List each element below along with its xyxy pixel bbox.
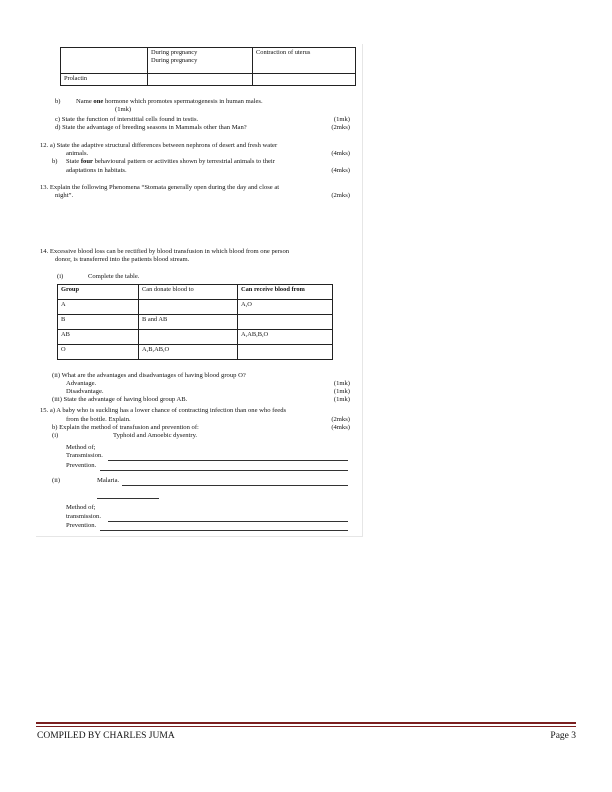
answer-line[interactable] bbox=[97, 498, 159, 499]
table-cell[interactable]: A bbox=[58, 300, 139, 315]
table-header-cell: Can receive blood from bbox=[238, 285, 333, 300]
q15-transmission-1: Transmission. bbox=[66, 452, 103, 459]
answer-line[interactable] bbox=[122, 485, 348, 486]
q15-b-marks: (4mks) bbox=[331, 424, 350, 431]
q12-a-line2: animals. bbox=[66, 150, 89, 157]
table-cell: Contraction of uterus bbox=[253, 48, 356, 74]
q12-b-pre: State bbox=[66, 158, 81, 165]
q11-d-marks: (2mks) bbox=[331, 124, 350, 131]
table-cell bbox=[253, 74, 356, 86]
table-cell[interactable]: B and AB bbox=[139, 315, 238, 330]
q14-iii-marks: (1mk) bbox=[333, 396, 350, 403]
q11-b-bold: one bbox=[93, 98, 104, 105]
q12-a-line1: 12. a) State the adaptive structural differences between nephrons of desert and fresh water bbox=[40, 142, 278, 149]
table-cell[interactable] bbox=[238, 345, 333, 360]
table-cell[interactable]: O bbox=[58, 345, 139, 360]
table-cell: Prolactin bbox=[61, 74, 148, 86]
q14-i-text: Complete the table. bbox=[88, 273, 140, 280]
q15-ii-number: (ii) bbox=[52, 477, 61, 484]
answer-line[interactable] bbox=[100, 470, 348, 471]
q12-b-text bbox=[66, 158, 275, 166]
q14-iii-text: (iii) State the advantage of having blood group AB. bbox=[52, 396, 188, 403]
table-row bbox=[58, 345, 333, 360]
answer-line[interactable] bbox=[108, 460, 348, 461]
q15-a-line1: 15. a) A baby who is suckling has a lower chance of contracting infection than one who feeds bbox=[40, 407, 287, 414]
q14-advantage: Advantage. bbox=[66, 380, 97, 387]
footer-rule bbox=[36, 722, 576, 724]
table-cell[interactable]: B bbox=[58, 315, 139, 330]
table-row bbox=[58, 330, 333, 345]
q14-line1: 14. Excessive blood loss can be rectified by blood transfusion in which blood from one person bbox=[40, 248, 290, 255]
q14-disadvantage-marks: (1mk) bbox=[333, 388, 350, 395]
table-row bbox=[58, 315, 333, 330]
q15-i-number: (i) bbox=[52, 432, 59, 439]
table-header-cell: Can donate blood to bbox=[139, 285, 238, 300]
q12-a-marks: (4mks) bbox=[331, 150, 350, 157]
table-row bbox=[58, 300, 333, 315]
q15-a-line2: from the bottle. Explain. bbox=[66, 416, 131, 423]
q15-a-marks: (2mks) bbox=[331, 416, 350, 423]
q13-line1: 13. Explain the following Phenomena “Stomata generally open during the day and close at bbox=[40, 184, 280, 191]
table-cell bbox=[148, 74, 253, 86]
q11-c-marks: (1mk) bbox=[333, 116, 350, 123]
q13-marks: (2mks) bbox=[331, 192, 350, 199]
q15-ii-text: Malaria. bbox=[97, 477, 120, 484]
table-cell[interactable]: AB bbox=[58, 330, 139, 345]
table-cell[interactable]: A,AB,B,O bbox=[238, 330, 333, 345]
q11-b-post: hormone which promotes spermatogenesis in human males. bbox=[103, 98, 263, 105]
table-cell[interactable]: A,B,AB,O bbox=[139, 345, 238, 360]
q11-b-number: b) bbox=[55, 98, 61, 105]
q12-b-line2: adaptations in habitats. bbox=[66, 167, 127, 174]
answer-line[interactable] bbox=[100, 530, 348, 531]
table-cell: During pregnancy During pregnancy bbox=[148, 48, 253, 74]
table-header-cell: Group bbox=[58, 285, 139, 300]
q15-prevention-2: Prevention. bbox=[66, 522, 97, 529]
q15-method-of-2: Method of; bbox=[66, 504, 96, 511]
q11-c-text: c) State the function of interstitial cells found in testis. bbox=[55, 116, 199, 123]
hormone-table bbox=[60, 47, 356, 86]
q15-i-text: Typhoid and Amoebic dysentry. bbox=[113, 432, 198, 439]
q11-d-text: d) State the advantage of breeding seasons in Mammals other than Man? bbox=[55, 124, 247, 131]
footer-rule-thin bbox=[36, 726, 576, 727]
table-cell[interactable] bbox=[139, 300, 238, 315]
q13-line2: night”. bbox=[55, 192, 74, 199]
table-row bbox=[61, 74, 356, 86]
table-cell[interactable] bbox=[139, 330, 238, 345]
table-header-row bbox=[58, 285, 333, 300]
q14-i-number: (i) bbox=[57, 273, 64, 280]
q11-b-marks: (1mk) bbox=[115, 106, 132, 113]
q14-line2: donor, is transferred into the patients blood stream. bbox=[55, 256, 190, 263]
table-cell bbox=[61, 48, 148, 74]
table-row bbox=[61, 48, 356, 74]
q11-b-pre: Name bbox=[76, 98, 94, 105]
page-number: Page 3 bbox=[550, 731, 576, 741]
q15-b-line: b) Explain the method of transfusion and prevention of: bbox=[52, 424, 199, 431]
table-cell[interactable]: A,O bbox=[238, 300, 333, 315]
blood-group-table bbox=[57, 284, 333, 360]
q15-method-of-1: Method of; bbox=[66, 444, 96, 451]
q15-transmission-2: transmission. bbox=[66, 513, 101, 520]
q14-advantage-marks: (1mk) bbox=[333, 380, 350, 387]
answer-line[interactable] bbox=[108, 521, 348, 522]
q14-disadvantage: Disadvantage. bbox=[66, 388, 104, 395]
table-cell[interactable] bbox=[238, 315, 333, 330]
q12-b-post: behavioural pattern or activities shown by terrestrial animals to their bbox=[92, 158, 275, 165]
q12-b-marks: (4mks) bbox=[331, 167, 350, 174]
q11-b-text bbox=[76, 98, 263, 106]
q12-b-bold: four bbox=[80, 158, 93, 165]
footer-compiler: COMPILED BY CHARLES JUMA bbox=[37, 731, 175, 741]
q12-b-number: b) bbox=[52, 158, 58, 165]
q15-prevention-1: Prevention. bbox=[66, 462, 97, 469]
q14-ii-text: (ii) What are the advantages and disadvantages of having blood group O? bbox=[52, 372, 246, 379]
